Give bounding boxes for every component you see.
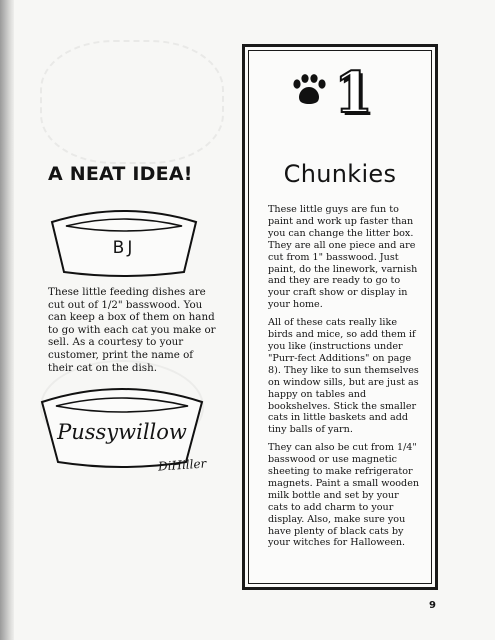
section-number: 1 [334, 60, 373, 126]
feeding-dish-illustration-bj [44, 206, 204, 278]
dish-name-pussywillow: Pussywillow [57, 420, 187, 444]
feeding-dish-description: These little feeding dishes are cut out of 1/2" basswood. You can keep a box of them on hand to go with each cat you make or sell. As a courtesy to your customer, print the name of their cat on the dish. [48, 286, 216, 374]
paw-print-svg [291, 74, 327, 106]
dish-name-bj: BJ [112, 238, 136, 258]
sidebar-paragraph-1: These little guys are fun to paint and work up faster than you can change the litter box. They are all one piece and are cut from 1" basswood. Just paint, do the linework, varnish and they are ready to go to your craft show or display in your home. [268, 204, 418, 311]
book-binding-shadow [0, 0, 14, 640]
sidebar-paragraph-2: All of these cats really like birds and mice, so add them if you like (instructions under "Purr-fect Additions" on page 8). They like to sun themselves on window sills, but are just as happy on tables and bookshelves. Stick the smaller cats in little baskets and add tiny balls of yarn. [268, 317, 419, 436]
sidebar-paragraph-3: They can also be cut from 1/4" basswood or use magnetic sheeting to make refrigerator magnets. Paint a small wooden milk bottle and set by your cats to add charm to your display. Also, make sure you have plenty of black cats by your witches for Halloween. [268, 442, 420, 549]
sidebar-title: Chunkies [283, 160, 397, 188]
artist-signature: DiHiller [157, 456, 207, 474]
page-number: 9 [429, 600, 436, 611]
section-heading: A NEAT IDEA! [48, 163, 193, 185]
paw-print-icon [291, 74, 327, 110]
feeding-dish-illustration-pussywillow [36, 384, 208, 468]
sidebar-body [268, 204, 420, 555]
bleed-through-artwork [40, 40, 224, 164]
